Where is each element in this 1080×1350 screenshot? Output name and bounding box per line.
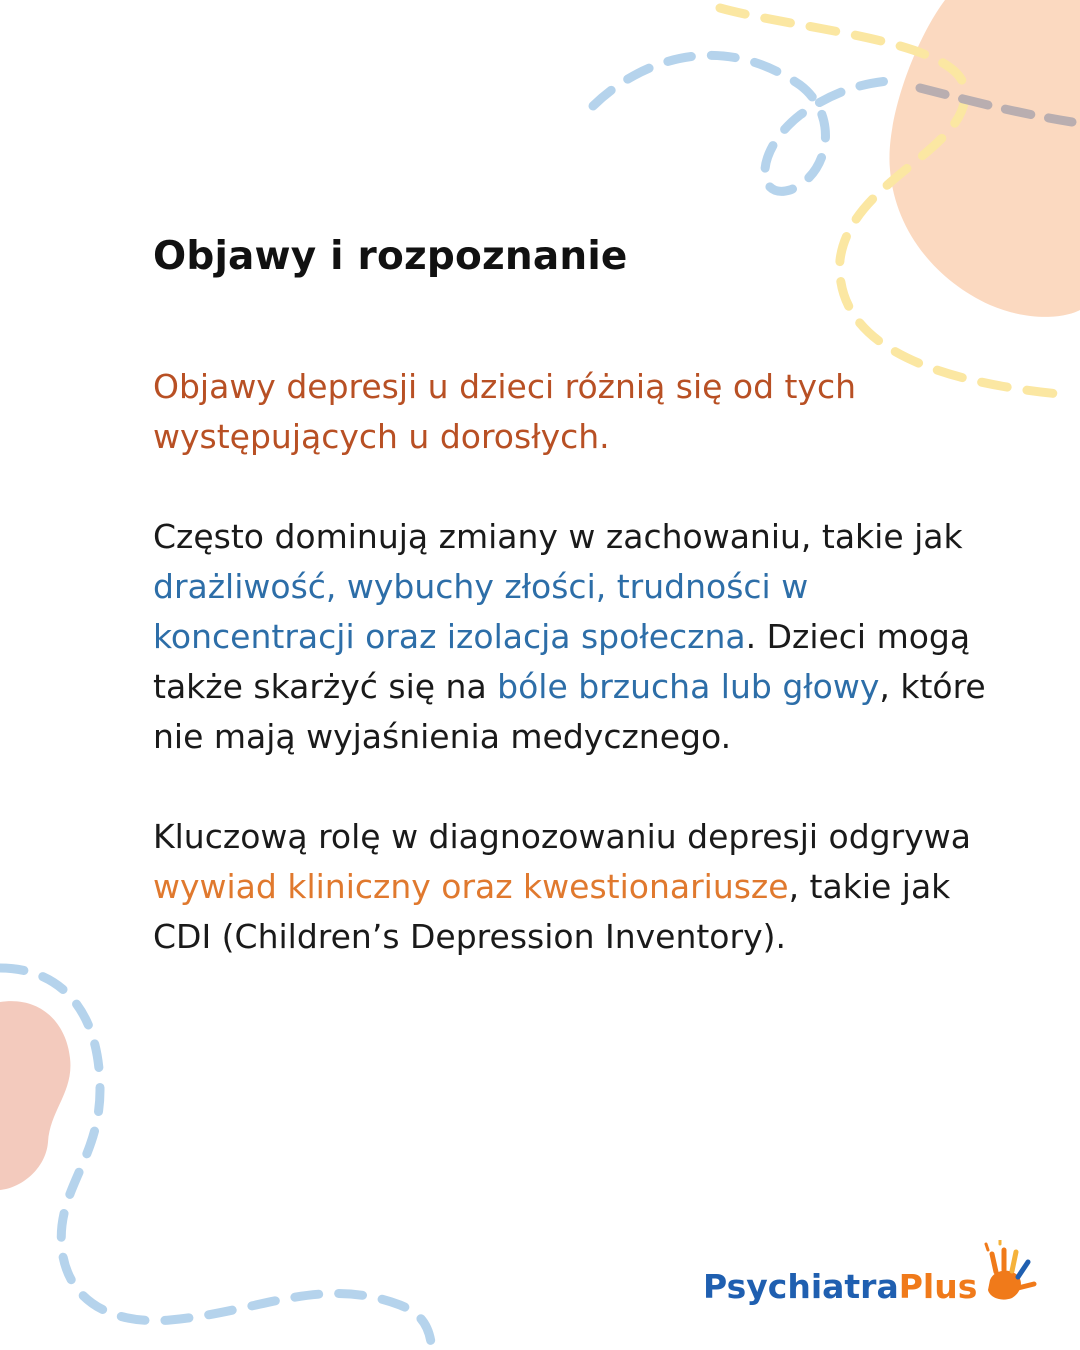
paragraph-text: . Dzieci mogą także skarżyć się na (153, 617, 971, 706)
slide-content (153, 230, 1013, 962)
hand-icon (960, 1240, 1040, 1310)
blue-dashed-loop-decoration (593, 55, 900, 191)
intro-paragraph: Objawy depresji u dzieci różnią się od tych występujących u dorosłych. (153, 367, 857, 456)
blue-dashed-curve-decoration (0, 968, 432, 1350)
paragraph-text: Kluczową rolę w diagnozowaniu depresji odgrywa (153, 817, 971, 856)
highlighted-diagnostic-tools: wywiad kliniczny oraz kwestionariusze (153, 867, 789, 906)
highlighted-pain: bóle brzucha lub głowy (497, 667, 880, 706)
paragraph-text: Często dominują zmiany w zachowaniu, takie jak (153, 517, 963, 556)
behavior-paragraph (153, 512, 1013, 762)
logo-text-psychiatra: Psychiatra (703, 1267, 899, 1306)
pink-blob-decoration (0, 1001, 70, 1190)
psychiatraplus-logo (703, 1262, 977, 1312)
paragraph-text: , takie jak CDI (Children’s Depression Inventory). (153, 867, 951, 956)
logo-text-plus: Plus (898, 1267, 978, 1306)
slide-title: Objawy i rozpoznanie (153, 234, 628, 279)
diagnosis-paragraph (153, 812, 1013, 962)
paragraph-text: , które nie mają wyjaśnienia medycznego. (153, 667, 986, 756)
highlighted-symptoms: drażliwość, wybuchy złości, trudności w koncentracji oraz izolacja społeczna (153, 567, 809, 656)
